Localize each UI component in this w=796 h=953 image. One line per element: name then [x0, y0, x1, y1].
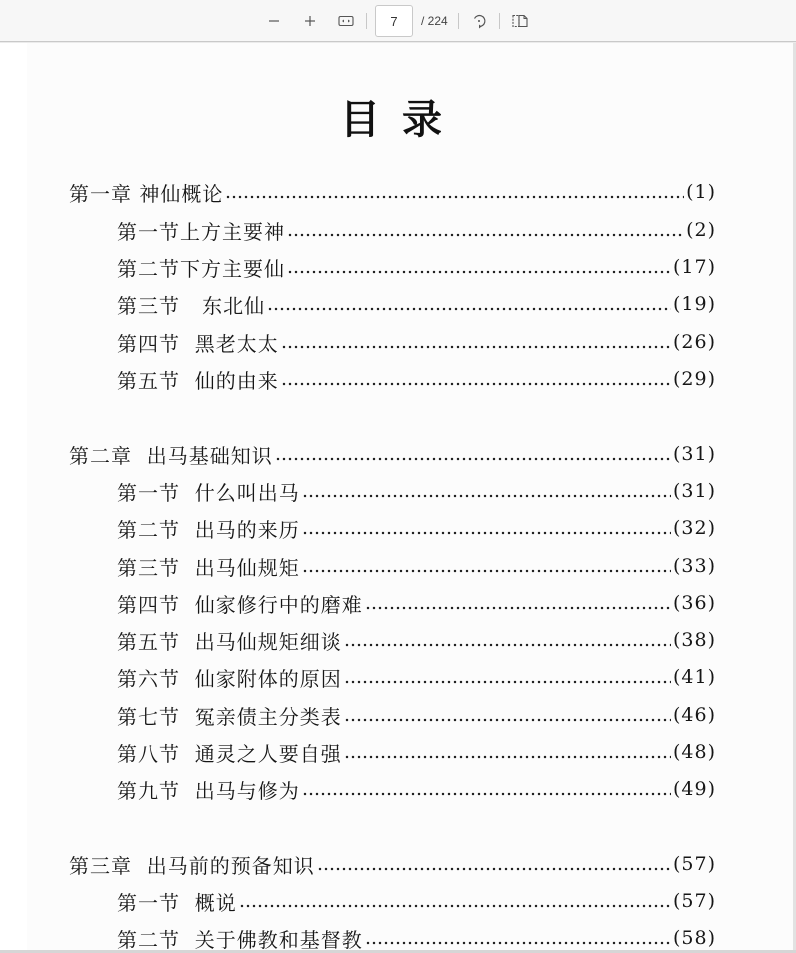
toc-page-number: (57): [672, 890, 716, 912]
fit-width-icon: [338, 15, 354, 27]
toc-label: 第二章 出马基础知识: [69, 443, 273, 468]
toc-label: 第四节 仙家修行中的磨难: [117, 592, 363, 617]
dot-leader: [302, 779, 671, 799]
toc-page-number: (57): [672, 853, 716, 875]
toc-section[interactable]: [117, 775, 716, 803]
toc-page-number: (48): [672, 741, 716, 763]
toc-section[interactable]: [117, 514, 716, 542]
toc-page-number: (49): [672, 778, 716, 800]
dot-leader: [225, 182, 684, 202]
dot-leader: [344, 667, 671, 687]
toc-page-number: (31): [672, 443, 716, 465]
dot-leader: [344, 630, 671, 650]
toc-page-number: (32): [672, 517, 716, 539]
dot-leader: [281, 369, 671, 389]
toc-page-number: (41): [672, 666, 716, 688]
rotate-icon: [471, 13, 487, 29]
toc-label: 第五节 仙的由来: [117, 368, 279, 393]
toc-section[interactable]: [117, 290, 716, 318]
dot-leader: [287, 257, 671, 277]
page-title: 目录: [340, 96, 464, 143]
dot-leader: [302, 518, 671, 538]
toc-section[interactable]: [117, 924, 716, 952]
toc-label: 第一节 什么叫出马: [117, 480, 300, 505]
dot-leader: [365, 593, 671, 613]
zoom-out-button[interactable]: [260, 7, 288, 35]
toc-section[interactable]: [117, 589, 716, 617]
toc-page-number: (29): [672, 368, 716, 390]
toolbar-divider: [366, 13, 367, 29]
toc-label: 第七节 冤亲债主分类表: [117, 704, 342, 729]
toc-label: 第八节 通灵之人要自强: [117, 741, 342, 766]
toc-page-number: (19): [672, 293, 716, 315]
zoom-in-button[interactable]: [296, 7, 324, 35]
dot-leader: [302, 481, 671, 501]
toc-label: 第二节 出马的来历: [117, 517, 300, 542]
toolbar-controls: [260, 0, 534, 42]
toc-section[interactable]: [117, 738, 716, 766]
dot-leader: [344, 705, 671, 725]
dot-leader: [275, 444, 671, 464]
toc-page-number: (58): [672, 927, 716, 949]
plus-icon: [304, 15, 316, 27]
dot-leader: [302, 556, 671, 576]
toolbar-divider: [458, 13, 459, 29]
toc-label: 第一节上方主要神: [117, 219, 285, 244]
toc-section[interactable]: [117, 216, 716, 244]
rotate-button[interactable]: [465, 7, 493, 35]
dot-leader: [344, 742, 671, 762]
toc-chapter-1[interactable]: [69, 178, 716, 206]
toc-label: 第四节 黑老太太: [117, 331, 279, 356]
toolbar-divider: [499, 13, 500, 29]
toc-page-number: (31): [672, 480, 716, 502]
fit-width-button[interactable]: [332, 7, 360, 35]
toc-section[interactable]: [117, 663, 716, 691]
toc-label: 第一章 神仙概论: [69, 181, 224, 206]
toc-section[interactable]: [117, 626, 716, 654]
toc-page-number: (2): [686, 219, 716, 241]
toc-page-number: (17): [672, 256, 716, 278]
dot-leader: [317, 854, 671, 874]
pdf-toolbar: [0, 0, 796, 42]
toc-label: 第九节 出马与修为: [117, 778, 300, 803]
toc-chapter-3[interactable]: [69, 850, 716, 878]
toc-label: 第三节 东北仙: [117, 293, 266, 318]
toc-page-number: (26): [672, 331, 716, 353]
toc-page-number: (46): [672, 704, 716, 726]
toc-section[interactable]: [117, 328, 716, 356]
toc-section[interactable]: [117, 552, 716, 580]
dot-leader: [287, 220, 684, 240]
page-total: / 224: [421, 14, 448, 28]
toc-page-number: (38): [672, 629, 716, 651]
toc-section[interactable]: [117, 701, 716, 729]
dot-leader: [267, 294, 671, 314]
toc-label: 第三节 出马仙规矩: [117, 555, 300, 580]
toc-page-number: (1): [686, 181, 716, 203]
toc-section[interactable]: [117, 887, 716, 915]
toc-label: 第五节 出马仙规矩细谈: [117, 629, 342, 654]
toc-page-number: (36): [672, 592, 716, 614]
page-number-input[interactable]: [375, 5, 413, 37]
toc-label: 第二节 关于佛教和基督教: [117, 927, 363, 952]
two-page-view-button[interactable]: [506, 7, 534, 35]
toc-section[interactable]: [117, 365, 716, 393]
toc-page-number: (33): [672, 555, 716, 577]
toc-label: 第一节 概说: [117, 890, 237, 915]
toc-chapter-2[interactable]: [69, 440, 716, 468]
minus-icon: [268, 15, 280, 27]
dot-leader: [365, 928, 671, 948]
toc-label: 第三章 出马前的预备知识: [69, 853, 315, 878]
dot-leader: [281, 332, 671, 352]
dot-leader: [239, 891, 671, 911]
two-page-view-icon: [512, 14, 528, 28]
toc-label: 第二节下方主要仙: [117, 256, 285, 281]
toc-section[interactable]: [117, 477, 716, 505]
toc-section[interactable]: [117, 253, 716, 281]
toc-label: 第六节 仙家附体的原因: [117, 666, 342, 691]
